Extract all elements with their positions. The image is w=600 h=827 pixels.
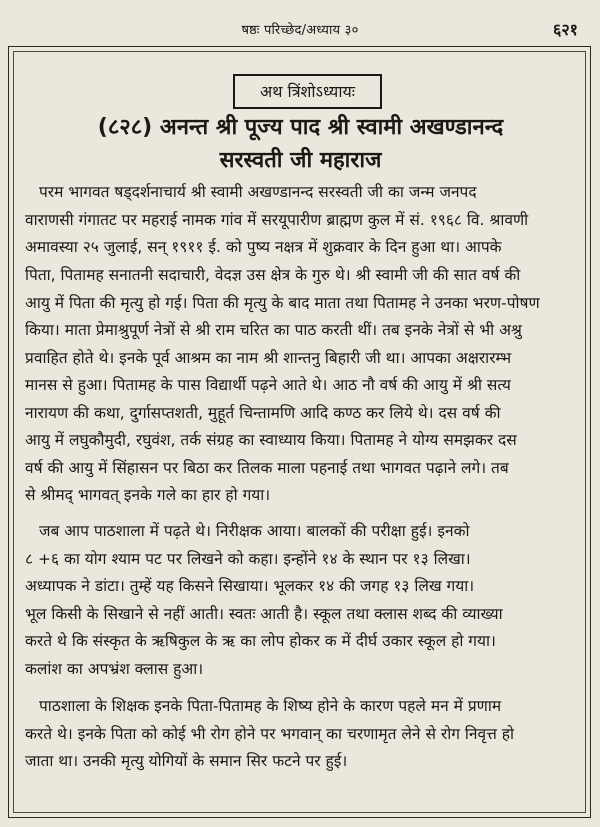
body-line: मानस से हुआ। पितामह के पास विद्यार्थी पढ़ने आते थे। आठ नौ वर्ष की आयु में श्री सत्य xyxy=(25,376,511,394)
body-line: जाता था। उनकी मृत्यु योगियों के समान सिर फटने पर हुई। xyxy=(25,752,348,770)
body-line: करते थे। इनके पिता को कोई भी रोग होने पर भगवान् का चरणामृत लेने से रोग निवृत्त हो xyxy=(25,725,514,743)
body-line: पाठशाला के शिक्षक इनके पिता-पितामह के शिष्य होने के कारण पहले मन में प्रणाम xyxy=(39,697,502,715)
section-title-line-2: सरस्वती जी महाराज xyxy=(219,148,382,173)
body-line: अमावस्या २५ जुलाई, सन् १९११ ई. को पुष्य नक्षत्र में शुक्रवार के दिन हुआ था। आपके xyxy=(25,238,502,256)
body-line: जब आप पाठशाला में पढ़ते थे। निरीक्षक आया। बालकों की परीक्षा हुई। इनको xyxy=(39,522,470,540)
body-line: आयु में लघुकौमुदी, रघुवंश, तर्क संग्रह का स्वाध्याय किया। पितामह ने योग्य समझकर दस xyxy=(25,431,517,449)
body-line: वाराणसी गंगातट पर महराई नामक गांव में सरयूपारीण ब्राह्मण कुल में सं. १९६८ वि. श्रावणी xyxy=(25,211,529,229)
page-header xyxy=(0,20,600,46)
body-line: अध्यापक ने डांटा। तुम्हें यह किसने सिखाया। भूलकर १४ की जगह १३ लिख गया। xyxy=(25,577,475,595)
running-head: षष्ठः परिच्छेद/अध्याय ३० xyxy=(241,23,359,38)
body-line: वर्ष की आयु में सिंहासन पर बिठा कर तिलक माला पहनाई तथा भागवत पढ़ाने लगे। तब xyxy=(25,459,509,477)
body-line: आयु में पिता की मृत्यु हो गई। पिता की मृत्यु के बाद माता तथा पितामह ने उनका भरण-पोषण xyxy=(25,294,540,312)
body-line: परम भागवत षड्दर्शनाचार्य श्री स्वामी अखण्डानन्द सरस्वती जी का जन्म जनपद xyxy=(39,183,477,201)
body-line: भूल किसी के सिखाने से नहीं आती। स्वतः आती है। स्कूल तथा क्लास शब्द की व्याख्या xyxy=(25,605,503,623)
body-line: प्रवाहित होते थे। इनके पूर्व आश्रम का नाम श्री शान्तनु बिहारी जी था। आपका अक्षरारम्भ xyxy=(25,349,512,367)
body-line: पिता, पितामह सनातनी सदाचारी, वेदज्ञ उस क्षेत्र के गुरु थे। श्री स्वामी जी की सात वर्ष की xyxy=(25,266,521,284)
body-line: कलांश का अपभ्रंश क्लास हुआ। xyxy=(25,660,204,678)
body-line: किया। माता प्रेमाश्रुपूर्ण नेत्रों से श्री राम चरित का पाठ करती थीं। तब इनके नेत्रों से भी अश्रु xyxy=(25,321,522,339)
page-border xyxy=(8,46,591,818)
section-title-line-1: (८२८) अनन्त श्री पूज्य पाद श्री स्वामी अखण्डानन्द xyxy=(97,115,504,140)
body-line: ८ +६ का योग श्याम पट पर लिखने को कहा। इन्होंने १४ के स्थान पर १३ लिखा। xyxy=(25,550,471,568)
body-line: से श्रीमद् भागवत् इनके गले का हार हो गया। xyxy=(25,486,271,504)
chapter-heading: अथ त्रिंशोऽध्यायः xyxy=(233,74,382,109)
body-line: नारायण की कथा, दुर्गासप्तशती, मुहूर्त चिन्तामणि आदि कण्ठ कर लिये थे। दस वर्ष की xyxy=(25,404,501,422)
body-line: करते थे कि संस्कृत के ऋषिकुल के ऋ का लोप होकर क में दीर्घ उकार स्कूल हो गया। xyxy=(25,632,496,650)
page-number: ६२१ xyxy=(553,20,578,39)
